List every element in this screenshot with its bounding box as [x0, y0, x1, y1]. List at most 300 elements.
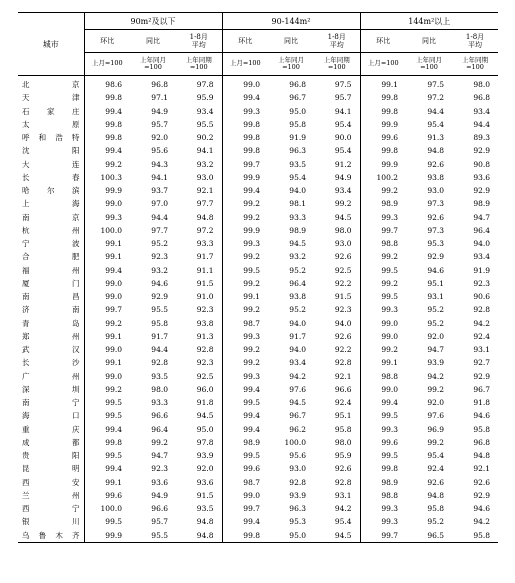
- table-row: [18, 105, 498, 118]
- index-value-cell: 94.2: [427, 371, 445, 381]
- index-value-cell: 92.3: [151, 464, 168, 474]
- index-value-cell: 99.2: [84, 158, 130, 171]
- index-value-cell: 96.4: [151, 424, 168, 434]
- index-value-cell: 90.6: [473, 292, 491, 302]
- index-value-cell: 93.3: [289, 212, 306, 222]
- index-value-cell: 99.7: [360, 529, 406, 543]
- city-name-cell: 南宁: [22, 398, 80, 408]
- index-value-cell: 96.5: [406, 529, 452, 543]
- index-value-cell: 91.5: [196, 490, 214, 500]
- price-index-table: [18, 12, 498, 543]
- index-value-cell: 93.7: [151, 186, 168, 196]
- index-value-cell: 99.2: [222, 277, 268, 290]
- table-row: [18, 330, 498, 343]
- group-header-large: 144m²以上: [360, 13, 498, 30]
- index-value-cell: 99.6: [222, 462, 268, 475]
- index-value-cell: 99.5: [360, 264, 406, 277]
- table-row: [18, 462, 498, 475]
- index-value-cell: 95.5: [196, 119, 214, 129]
- index-value-cell: 99.7: [222, 158, 268, 171]
- index-value-cell: 96.3: [289, 504, 306, 514]
- index-value-cell: 94.5: [196, 411, 214, 421]
- index-value-cell: 94.0: [289, 186, 306, 196]
- table-row: [18, 224, 498, 237]
- index-value-cell: 93.0: [289, 464, 306, 474]
- city-name-cell: 哈尔滨: [22, 186, 80, 196]
- table-row: [18, 131, 498, 144]
- index-value-cell: 97.5: [334, 80, 352, 90]
- index-value-cell: 99.2: [360, 250, 406, 263]
- index-value-cell: 95.4: [289, 172, 306, 182]
- index-value-cell: 92.9: [151, 292, 168, 302]
- index-value-cell: 93.4: [473, 252, 491, 262]
- index-value-cell: 95.8: [473, 424, 491, 434]
- index-value-cell: 91.1: [196, 265, 214, 275]
- index-value-cell: 92.2: [334, 345, 352, 355]
- table-row: [18, 343, 498, 356]
- table-row: [18, 409, 498, 422]
- table-row: [18, 158, 498, 171]
- index-value-cell: 99.0: [360, 383, 406, 396]
- index-value-cell: 99.5: [222, 449, 268, 462]
- index-value-cell: 93.2: [289, 252, 306, 262]
- city-name-cell: 上海: [22, 199, 80, 209]
- city-name-cell: 成都: [22, 437, 80, 447]
- index-value-cell: 94.9: [334, 172, 352, 182]
- table-row: [18, 423, 498, 436]
- city-column-header: 城市: [18, 13, 84, 76]
- index-value-cell: 99.1: [360, 76, 406, 92]
- index-value-cell: 95.9: [334, 451, 352, 461]
- index-value-cell: 95.6: [289, 451, 306, 461]
- city-name-cell: 昆明: [22, 464, 80, 474]
- index-value-cell: 95.8: [334, 424, 352, 434]
- index-value-cell: 99.4: [222, 184, 268, 197]
- index-value-cell: 92.6: [427, 477, 445, 487]
- index-value-cell: 92.1: [196, 186, 214, 196]
- index-value-cell: 93.8: [427, 172, 445, 182]
- index-value-cell: 99.9: [360, 118, 406, 131]
- city-name-cell: 北京: [22, 80, 80, 90]
- index-value-cell: 99.7: [360, 224, 406, 237]
- index-value-cell: 95.9: [196, 93, 214, 103]
- index-value-cell: 98.0: [334, 437, 352, 447]
- index-value-cell: 91.0: [196, 292, 214, 302]
- group-header-medium: 90-144m²: [222, 13, 360, 30]
- city-name-cell: 宁波: [22, 239, 80, 249]
- index-value-cell: 92.3: [196, 358, 214, 368]
- index-value-cell: 95.4: [427, 119, 445, 129]
- column-header: 1-8月 平均: [452, 30, 498, 53]
- index-value-cell: 95.8: [452, 529, 498, 543]
- index-value-cell: 95.8: [151, 318, 168, 328]
- index-value-cell: 91.7: [196, 252, 214, 262]
- index-value-cell: 92.8: [289, 477, 306, 487]
- index-value-cell: 96.7: [289, 411, 306, 421]
- index-value-cell: 99.8: [222, 118, 268, 131]
- index-value-cell: 99.5: [222, 396, 268, 409]
- index-value-cell: 99.5: [360, 449, 406, 462]
- index-value-cell: 92.3: [151, 252, 168, 262]
- index-value-cell: 100.0: [84, 502, 130, 515]
- index-value-cell: 96.6: [151, 411, 168, 421]
- index-value-cell: 94.0: [334, 318, 352, 328]
- index-value-cell: 92.5: [334, 265, 352, 275]
- index-value-cell: 95.0: [289, 106, 306, 116]
- index-value-cell: 98.9: [222, 436, 268, 449]
- index-value-cell: 91.3: [196, 331, 214, 341]
- index-value-cell: 99.0: [84, 290, 130, 303]
- index-value-cell: 99.5: [360, 290, 406, 303]
- index-value-cell: 97.0: [151, 199, 168, 209]
- index-value-cell: 99.3: [360, 515, 406, 528]
- index-value-cell: 91.2: [334, 159, 352, 169]
- index-value-cell: 94.4: [151, 212, 168, 222]
- index-value-cell: 99.2: [222, 303, 268, 316]
- index-value-cell: 99.5: [84, 515, 130, 528]
- index-value-cell: 99.4: [222, 423, 268, 436]
- table-row: [18, 250, 498, 263]
- index-value-cell: 96.8: [289, 80, 306, 90]
- table-row: [18, 197, 498, 210]
- index-value-cell: 95.4: [334, 119, 352, 129]
- table-row: [18, 502, 498, 515]
- index-value-cell: 97.5: [427, 80, 445, 90]
- city-name-cell: 杭州: [22, 225, 80, 235]
- index-value-cell: 100.3: [84, 171, 130, 184]
- index-value-cell: 92.6: [427, 159, 445, 169]
- index-value-cell: 93.8: [289, 292, 306, 302]
- city-name-cell: 兰州: [22, 490, 80, 500]
- index-value-cell: 97.8: [196, 437, 214, 447]
- index-value-cell: 90.8: [473, 159, 491, 169]
- index-value-cell: 99.5: [84, 449, 130, 462]
- index-value-cell: 98.8: [360, 489, 406, 502]
- index-value-cell: 93.6: [473, 172, 491, 182]
- index-value-cell: 93.9: [289, 490, 306, 500]
- index-value-cell: 94.6: [427, 265, 445, 275]
- index-value-cell: 94.7: [151, 451, 168, 461]
- city-name-cell: 沈阳: [22, 146, 80, 156]
- index-value-cell: 99.1: [84, 330, 130, 343]
- index-value-cell: 91.7: [289, 331, 306, 341]
- index-value-cell: 93.3: [151, 398, 168, 408]
- index-value-cell: 96.2: [289, 424, 306, 434]
- table-row: [18, 476, 498, 489]
- city-name-cell: 长沙: [22, 358, 80, 368]
- index-value-cell: 93.4: [289, 358, 306, 368]
- index-value-cell: 99.3: [222, 330, 268, 343]
- index-value-cell: 94.8: [427, 146, 445, 156]
- column-subheader: 上年同月 =100: [268, 53, 314, 76]
- index-value-cell: 96.8: [473, 437, 491, 447]
- index-value-cell: 92.8: [151, 358, 168, 368]
- index-value-cell: 95.6: [151, 146, 168, 156]
- index-value-cell: 99.9: [84, 184, 130, 197]
- index-value-cell: 94.4: [427, 106, 445, 116]
- index-value-cell: 91.5: [334, 292, 352, 302]
- table-body: [18, 76, 498, 543]
- index-value-cell: 94.0: [289, 345, 306, 355]
- index-value-cell: 99.4: [84, 423, 130, 436]
- index-value-cell: 91.3: [427, 133, 445, 143]
- index-value-cell: 92.9: [473, 186, 491, 196]
- city-name-cell: 乌鲁木齐: [18, 529, 84, 543]
- index-value-cell: 99.2: [222, 197, 268, 210]
- index-value-cell: 99.2: [360, 277, 406, 290]
- index-value-cell: 99.0: [222, 489, 268, 502]
- column-subheader: 上年同期 =100: [176, 53, 222, 76]
- index-value-cell: 93.1: [334, 490, 352, 500]
- table-row: [18, 370, 498, 383]
- index-value-cell: 99.2: [222, 356, 268, 369]
- index-value-cell: 92.8: [334, 358, 352, 368]
- index-value-cell: 97.7: [196, 199, 214, 209]
- index-value-cell: 97.8: [196, 80, 214, 90]
- index-value-cell: 99.2: [84, 317, 130, 330]
- index-value-cell: 94.9: [151, 490, 168, 500]
- city-name-cell: 贵阳: [22, 451, 80, 461]
- index-value-cell: 94.5: [334, 212, 352, 222]
- index-value-cell: 93.5: [196, 504, 214, 514]
- column-subheader: 上年同期 =100: [452, 53, 498, 76]
- index-value-cell: 99.2: [222, 211, 268, 224]
- index-value-cell: 92.3: [473, 278, 491, 288]
- index-value-cell: 94.9: [151, 106, 168, 116]
- index-value-cell: 98.9: [289, 225, 306, 235]
- index-value-cell: 92.4: [427, 464, 445, 474]
- index-value-cell: 99.2: [84, 383, 130, 396]
- index-value-cell: 95.2: [427, 318, 445, 328]
- column-subheader: 上月=100: [84, 53, 130, 76]
- index-value-cell: 99.1: [222, 290, 268, 303]
- index-value-cell: 94.0: [289, 318, 306, 328]
- column-subheader: 上月=100: [222, 53, 268, 76]
- index-value-cell: 92.7: [473, 358, 491, 368]
- index-value-cell: 92.0: [196, 464, 214, 474]
- index-value-cell: 98.6: [84, 76, 130, 92]
- city-name-cell: 重庆: [22, 424, 80, 434]
- index-value-cell: 96.4: [473, 225, 491, 235]
- city-name-cell: 银川: [22, 517, 80, 527]
- index-value-cell: 98.0: [334, 225, 352, 235]
- index-value-cell: 94.8: [427, 490, 445, 500]
- index-value-cell: 93.1: [473, 345, 491, 355]
- column-header: 1-8月 平均: [314, 30, 360, 53]
- city-name-cell: 广州: [22, 371, 80, 381]
- index-value-cell: 99.3: [222, 370, 268, 383]
- city-name-cell: 武汉: [22, 345, 80, 355]
- index-value-cell: 99.0: [84, 277, 130, 290]
- index-value-cell: 94.5: [289, 398, 306, 408]
- index-value-cell: 92.9: [473, 146, 491, 156]
- index-value-cell: 91.8: [196, 398, 214, 408]
- index-value-cell: 93.6: [151, 477, 168, 487]
- table-row: [18, 449, 498, 462]
- index-value-cell: 94.2: [473, 318, 491, 328]
- index-value-cell: 96.8: [473, 93, 491, 103]
- table-row: [18, 76, 498, 92]
- index-value-cell: 99.8: [84, 436, 130, 449]
- index-value-cell: 99.4: [222, 409, 268, 422]
- column-header: 环比: [360, 30, 406, 53]
- index-value-cell: 97.2: [427, 93, 445, 103]
- index-value-cell: 89.3: [473, 133, 491, 143]
- index-value-cell: 95.4: [427, 451, 445, 461]
- index-value-cell: 95.0: [196, 424, 214, 434]
- index-value-cell: 91.7: [151, 331, 168, 341]
- index-value-cell: 98.8: [360, 237, 406, 250]
- index-value-cell: 98.1: [289, 199, 306, 209]
- index-value-cell: 94.4: [151, 345, 168, 355]
- index-value-cell: 99.3: [360, 423, 406, 436]
- index-value-cell: 99.2: [222, 343, 268, 356]
- index-value-cell: 99.4: [84, 264, 130, 277]
- index-value-cell: 97.2: [196, 225, 214, 235]
- index-value-cell: 95.5: [130, 529, 176, 543]
- index-value-cell: 92.9: [473, 490, 491, 500]
- city-name-cell: 长春: [22, 172, 80, 182]
- column-header: 环比: [222, 30, 268, 53]
- index-value-cell: 99.4: [222, 91, 268, 104]
- city-name-cell: 南昌: [22, 292, 80, 302]
- index-value-cell: 99.7: [84, 303, 130, 316]
- index-value-cell: 92.8: [473, 305, 491, 315]
- index-value-cell: 96.6: [151, 504, 168, 514]
- index-value-cell: 94.6: [473, 411, 491, 421]
- index-value-cell: 99.2: [427, 384, 445, 394]
- index-value-cell: 97.6: [427, 411, 445, 421]
- table-row: [18, 264, 498, 277]
- index-value-cell: 95.8: [427, 504, 445, 514]
- index-value-cell: 96.7: [473, 384, 491, 394]
- index-value-cell: 95.4: [334, 517, 352, 527]
- city-name-cell: 呼和浩特: [22, 133, 80, 143]
- index-value-cell: 99.4: [360, 396, 406, 409]
- index-value-cell: 99.3: [84, 211, 130, 224]
- table-row: [18, 184, 498, 197]
- index-value-cell: 99.1: [84, 356, 130, 369]
- index-value-cell: 99.0: [360, 330, 406, 343]
- index-value-cell: 95.2: [151, 239, 168, 249]
- index-value-cell: 92.8: [196, 345, 214, 355]
- index-value-cell: 93.3: [196, 239, 214, 249]
- column-subheader: 上年同月 =100: [406, 53, 452, 76]
- index-value-cell: 92.0: [151, 133, 168, 143]
- index-value-cell: 95.7: [151, 119, 168, 129]
- index-value-cell: 99.0: [84, 370, 130, 383]
- index-value-cell: 99.4: [84, 144, 130, 157]
- index-value-cell: 93.0: [334, 239, 352, 249]
- index-value-cell: 95.2: [289, 305, 306, 315]
- index-value-cell: 90.2: [196, 133, 214, 143]
- index-value-cell: 99.2: [222, 250, 268, 263]
- index-value-cell: 92.6: [334, 464, 352, 474]
- city-name-cell: 西安: [22, 477, 80, 487]
- index-value-cell: 93.0: [427, 186, 445, 196]
- index-value-cell: 95.0: [268, 529, 314, 543]
- index-value-cell: 99.6: [360, 131, 406, 144]
- index-value-cell: 93.8: [196, 318, 214, 328]
- index-value-cell: 99.1: [84, 237, 130, 250]
- column-header: 1-8月 平均: [176, 30, 222, 53]
- index-value-cell: 99.3: [360, 303, 406, 316]
- index-value-cell: 99.8: [222, 131, 268, 144]
- index-value-cell: 92.0: [427, 398, 445, 408]
- table-row: [18, 171, 498, 184]
- index-value-cell: 99.1: [360, 356, 406, 369]
- index-value-cell: 97.7: [151, 225, 168, 235]
- table-row: [18, 144, 498, 157]
- table-row: [18, 277, 498, 290]
- table-row: [18, 515, 498, 528]
- index-value-cell: 94.8: [196, 212, 214, 222]
- index-value-cell: 92.3: [196, 305, 214, 315]
- index-value-cell: 93.6: [196, 477, 214, 487]
- index-value-cell: 92.5: [196, 371, 214, 381]
- index-value-cell: 92.8: [334, 477, 352, 487]
- index-value-cell: 92.6: [334, 331, 352, 341]
- column-header: 环比: [84, 30, 130, 53]
- city-name-cell: 厦门: [22, 278, 80, 288]
- index-value-cell: 92.4: [334, 398, 352, 408]
- index-value-cell: 99.3: [222, 237, 268, 250]
- index-value-cell: 92.2: [334, 278, 352, 288]
- index-value-cell: 99.0: [222, 76, 268, 92]
- index-value-cell: 94.6: [473, 504, 491, 514]
- index-value-cell: 91.9: [473, 265, 491, 275]
- index-value-cell: 94.7: [473, 212, 491, 222]
- column-header: 同比: [268, 30, 314, 53]
- column-header: 同比: [406, 30, 452, 53]
- index-value-cell: 98.8: [360, 370, 406, 383]
- index-value-cell: 93.4: [196, 106, 214, 116]
- index-value-cell: 99.4: [84, 462, 130, 475]
- index-value-cell: 99.8: [84, 118, 130, 131]
- index-value-cell: 100.2: [360, 171, 406, 184]
- city-name-cell: 天津: [22, 93, 80, 103]
- index-value-cell: 99.9: [222, 224, 268, 237]
- index-value-cell: 92.4: [473, 331, 491, 341]
- index-value-cell: 93.9: [427, 358, 445, 368]
- index-value-cell: 98.7: [222, 476, 268, 489]
- index-value-cell: 99.8: [360, 462, 406, 475]
- index-value-cell: 99.8: [222, 144, 268, 157]
- index-value-cell: 99.6: [84, 489, 130, 502]
- index-value-cell: 97.1: [151, 93, 168, 103]
- index-value-cell: 99.4: [84, 105, 130, 118]
- column-subheader: 上年同月 =100: [130, 53, 176, 76]
- index-value-cell: 92.1: [473, 464, 491, 474]
- index-value-cell: 99.1: [84, 476, 130, 489]
- index-value-cell: 99.8: [222, 529, 268, 543]
- index-value-cell: 99.2: [151, 437, 168, 447]
- index-value-cell: 99.5: [360, 409, 406, 422]
- index-value-cell: 95.5: [151, 305, 168, 315]
- index-value-cell: 98.9: [360, 476, 406, 489]
- index-value-cell: 95.2: [289, 265, 306, 275]
- city-name-cell: 郑州: [22, 331, 80, 341]
- index-value-cell: 93.2: [151, 265, 168, 275]
- index-value-cell: 90.0: [334, 133, 352, 143]
- index-value-cell: 95.7: [151, 517, 168, 527]
- index-value-cell: 94.8: [196, 517, 214, 527]
- index-value-cell: 99.2: [334, 199, 352, 209]
- index-value-cell: 100.0: [84, 224, 130, 237]
- index-value-cell: 91.8: [473, 398, 491, 408]
- index-value-cell: 99.9: [222, 171, 268, 184]
- index-value-cell: 92.6: [473, 477, 491, 487]
